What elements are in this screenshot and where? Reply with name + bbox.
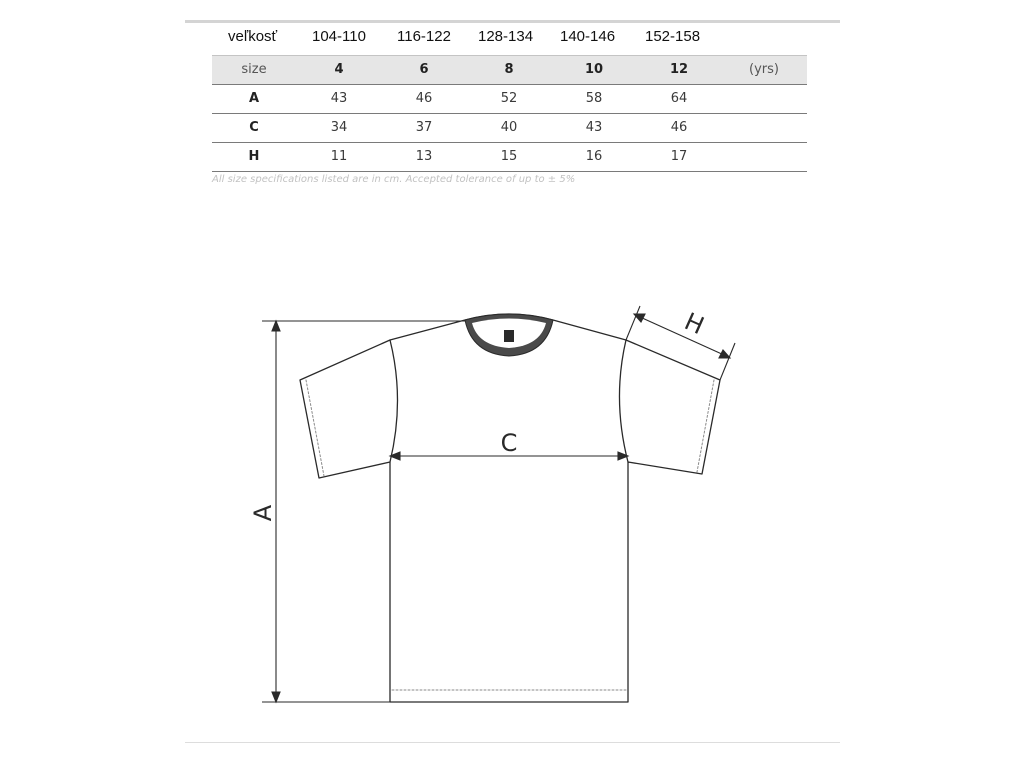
row-label: H	[248, 149, 260, 164]
a-arrow-bottom	[272, 692, 280, 702]
table-cell: 43	[585, 120, 603, 135]
age-range-2: 116-122	[397, 28, 451, 45]
a-label: A	[249, 504, 277, 522]
table-row	[212, 143, 807, 172]
size-row	[212, 55, 807, 85]
table-cell: 46	[415, 91, 433, 106]
table-row	[212, 114, 807, 143]
row-label: A	[248, 91, 260, 106]
age-range-header	[212, 28, 812, 54]
right-sleeve-seam	[619, 340, 628, 462]
h-label: H	[680, 307, 709, 341]
size-cell: 4	[334, 62, 344, 77]
size-cell: 8	[504, 62, 514, 77]
top-divider	[185, 20, 840, 23]
table-cell: 58	[585, 91, 603, 106]
table-cell: 13	[415, 149, 433, 164]
a-arrow-top	[272, 321, 280, 331]
tshirt-outline	[300, 314, 720, 702]
table-cell: 40	[500, 120, 518, 135]
table-cell: 17	[670, 149, 688, 164]
tolerance-note: All size specifications listed are in cm. Accepted tolerance of up to ± 5%	[212, 174, 576, 185]
age-range-5: 152-158	[645, 28, 701, 45]
row-label: C	[249, 120, 259, 135]
table-cell: 46	[670, 120, 688, 135]
size-heading-label: veľkosť	[228, 28, 278, 45]
h-guide-bottom	[720, 343, 735, 380]
h-guide-top	[626, 306, 640, 340]
unit-label: (yrs)	[749, 62, 779, 77]
age-range-4: 140-146	[560, 28, 616, 45]
h-dimension-line	[640, 317, 724, 355]
c-label: C	[500, 429, 518, 457]
table-cell: 15	[500, 149, 518, 164]
table-cell: 64	[670, 91, 688, 106]
size-cell: 10	[584, 62, 604, 77]
table-cell: 43	[330, 91, 348, 106]
h-arrow-right	[719, 350, 730, 358]
size-row-label: size	[241, 62, 267, 77]
table-cell: 16	[585, 149, 603, 164]
table-row	[212, 85, 807, 114]
table-cell: 34	[330, 120, 348, 135]
table-cell: 37	[415, 120, 433, 135]
size-cell: 6	[419, 62, 429, 77]
tshirt-diagram	[240, 290, 760, 720]
bottom-divider	[185, 742, 840, 743]
table-cell: 11	[330, 149, 348, 164]
size-cell: 12	[669, 62, 689, 77]
brand-tag	[504, 330, 514, 342]
table-cell: 52	[500, 91, 518, 106]
age-range-3: 128-134	[478, 28, 534, 45]
age-range-1: 104-110	[312, 28, 366, 45]
size-table	[212, 55, 807, 172]
left-sleeve-seam	[390, 340, 398, 462]
